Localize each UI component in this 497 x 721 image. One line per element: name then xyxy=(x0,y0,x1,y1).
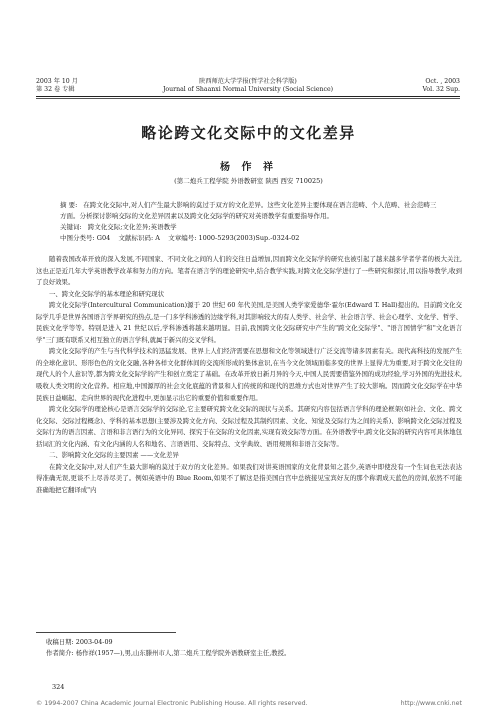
body-paragraph: 在跨文化交际中,对人们产生最大影响的莫过于双方的文化差异。如果我们对讲英语国家的文化背景知之甚少,英语中即使没有一个生词也无法表达得准确无误,更谈不上尽善尽美了。例如英语中的 Blue Room,如果不了解这是指美国白宫中总统接见宝宾好友的那个称谓成天蓝色的房间,依然不可能准确地把它翻译成"内 xyxy=(36,462,462,494)
author-affiliation: (第二炮兵工程学院 外语教研室 陕西 西安 710025) xyxy=(174,177,323,185)
document-code: 文献标识码: A xyxy=(118,234,160,242)
footnotes xyxy=(36,632,462,659)
received-date: 收稿日期: 2003-04-09 xyxy=(46,638,113,646)
abstract xyxy=(60,200,440,221)
header-rule xyxy=(36,96,460,97)
clc-number: 中图分类号: G04 xyxy=(60,234,111,242)
keywords-text: 跨文化交际;文化差异;英语教学 xyxy=(87,223,177,231)
volume-en: Vol. 32 Sup. xyxy=(422,86,460,93)
source-url-link[interactable]: http://www.cnki.net xyxy=(400,700,462,707)
volume-cn: 第 32 卷 专辑 xyxy=(36,86,75,93)
body-paragraph: 跨文化交际学(Intercultural Communication)源于 20 世纪 60 年代美国,是美国人类学家爱德华·霍尔(Edward T. Hall)提出的。目前跨文化交际学几乎是世界各国语言学界研究的热点,是一门多学科渗透的边缘学科,对其影响较大的有人类学、社会学、社会语言学、社会心理学、文化学、哲学、民族文化学等等。特别是进入 21 世纪以后,学科渗透将越来越明显。目前,我国跨文化交际研究中产生的"跨文化交际学"、"语言国情学"和"文化语言学"三门既有联系又相互独立的语言学科,就属于新兴的交叉学科。 xyxy=(36,301,462,344)
issue-date-en: Oct. , 2003 xyxy=(425,78,460,85)
keywords-label: 关键词: xyxy=(60,223,82,231)
copyright-text: © 1994-2007 China Academic Journal Electronic Publishing House. All rights reserved. xyxy=(36,700,308,707)
journal-name-block xyxy=(36,78,460,94)
journal-name-en: Journal of Shaanxi Normal University (Social Science) xyxy=(162,86,334,93)
article-title: 略论跨文化交际中的文化差异 xyxy=(141,124,356,142)
issue-en-block xyxy=(422,78,460,94)
journal-name-cn: 陕西师范大学学报(哲学社会科学版) xyxy=(199,78,297,85)
page-number: 324 xyxy=(52,683,65,691)
classification-line xyxy=(60,233,440,244)
header-rule-thin xyxy=(36,98,460,99)
article-number: 文章编号: 1000-5293(2003)Sup.-0324-02 xyxy=(168,234,300,242)
section-heading: 一、跨文化交际学的基本理论和研究现状 xyxy=(49,289,165,298)
issue-date: 2003 年 10 月 xyxy=(36,78,78,85)
section-heading: 二、影响跨文化交际的主要因素 ——文化差异 xyxy=(49,451,179,460)
abstract-label: 摘 要: xyxy=(60,201,78,209)
author-name: 杨 作 祥 xyxy=(220,162,277,173)
footnote-rule xyxy=(36,632,176,633)
author-bio: 作者简介: 杨作祥(1957—),男,山东滕州市人,第二炮兵工程学院外语教研室主任,教授。 xyxy=(46,649,291,657)
body-paragraph: 跨文化交际学的产生与当代科学技术的迅猛发展、世界上人们经济需要在思想和文化等领域进行广泛交流等诸多因素有关。现代高科技的发展产生的全球化意识、形形色色的文化交融,各种各样文化群体间的交流所形成的集体意识,在当今文化领域面临多变的世界上显得尤为重要,对于跨文化交往的现代人的个人意识等,都为跨文化交际学的产生和创立奠定了基础。在改革开放日新月异的今天,中国人民需要借鉴外国的成功经验,学习外国的先进技术,吸收人类文明的文化营养。相应地,中国源厚的社会文化底蕴的背景和人们传统的和现代的思维方式也对世界产生了较大影响。因而跨文化交际学在中华民族日益崛起、走向世界的现代化进程中,更加显示出它的重要价值和重要作用。 xyxy=(36,347,462,402)
abstract-text: 在跨文化交际中,对人们产生最大影响的莫过于双方的文化差异。这些文化差异主要体现在语言范畴、个人范畴、社会范畴三方面。分析探讨影响交际的文化差异因素以及跨文化交际学的研究对英语教学有重要指导作用。 xyxy=(60,201,437,220)
keywords xyxy=(60,222,440,233)
body-paragraph: 跨文化交际学的理论核心是语言交际学的交际论,它主要研究跨文化交际的现状与关系。其研究内容包括语言学科的理论框架(如社会、文化、跨文化交际、交际过程概念)、学科的基本思想(主要涉及跨文化方向、交际过程及其制约因素、文化、知觉及交际行为之间的关系)、影响跨文化交际过程及交际行为的语言因素、言语和非言语行为的文化异同、探究于在交际的文化因素,实现有效交际等方面。在外语教学中,跨文化交际的研究内容可具体地包括词汇的文化内涵、有文化内涵的人名和地名、言语语用、交际特点、文学典故、语用规则和非语言交际等。 xyxy=(36,405,462,448)
body-paragraph: 随着我国改革开放的深入发展,不同国家、不同文化之间的人们的交往日益增加,因而跨文化交际学的研究也被引起了越来越多学者学者的极大关注,这也正是近几年大学英语教学改革和努力的方向。笔者在语言学的理论研究中,结合教学实践,对跨文化交际学进行了一些研究和探讨,用以指导教学,收到了良好效果。 xyxy=(36,255,462,287)
article-body xyxy=(36,254,462,496)
